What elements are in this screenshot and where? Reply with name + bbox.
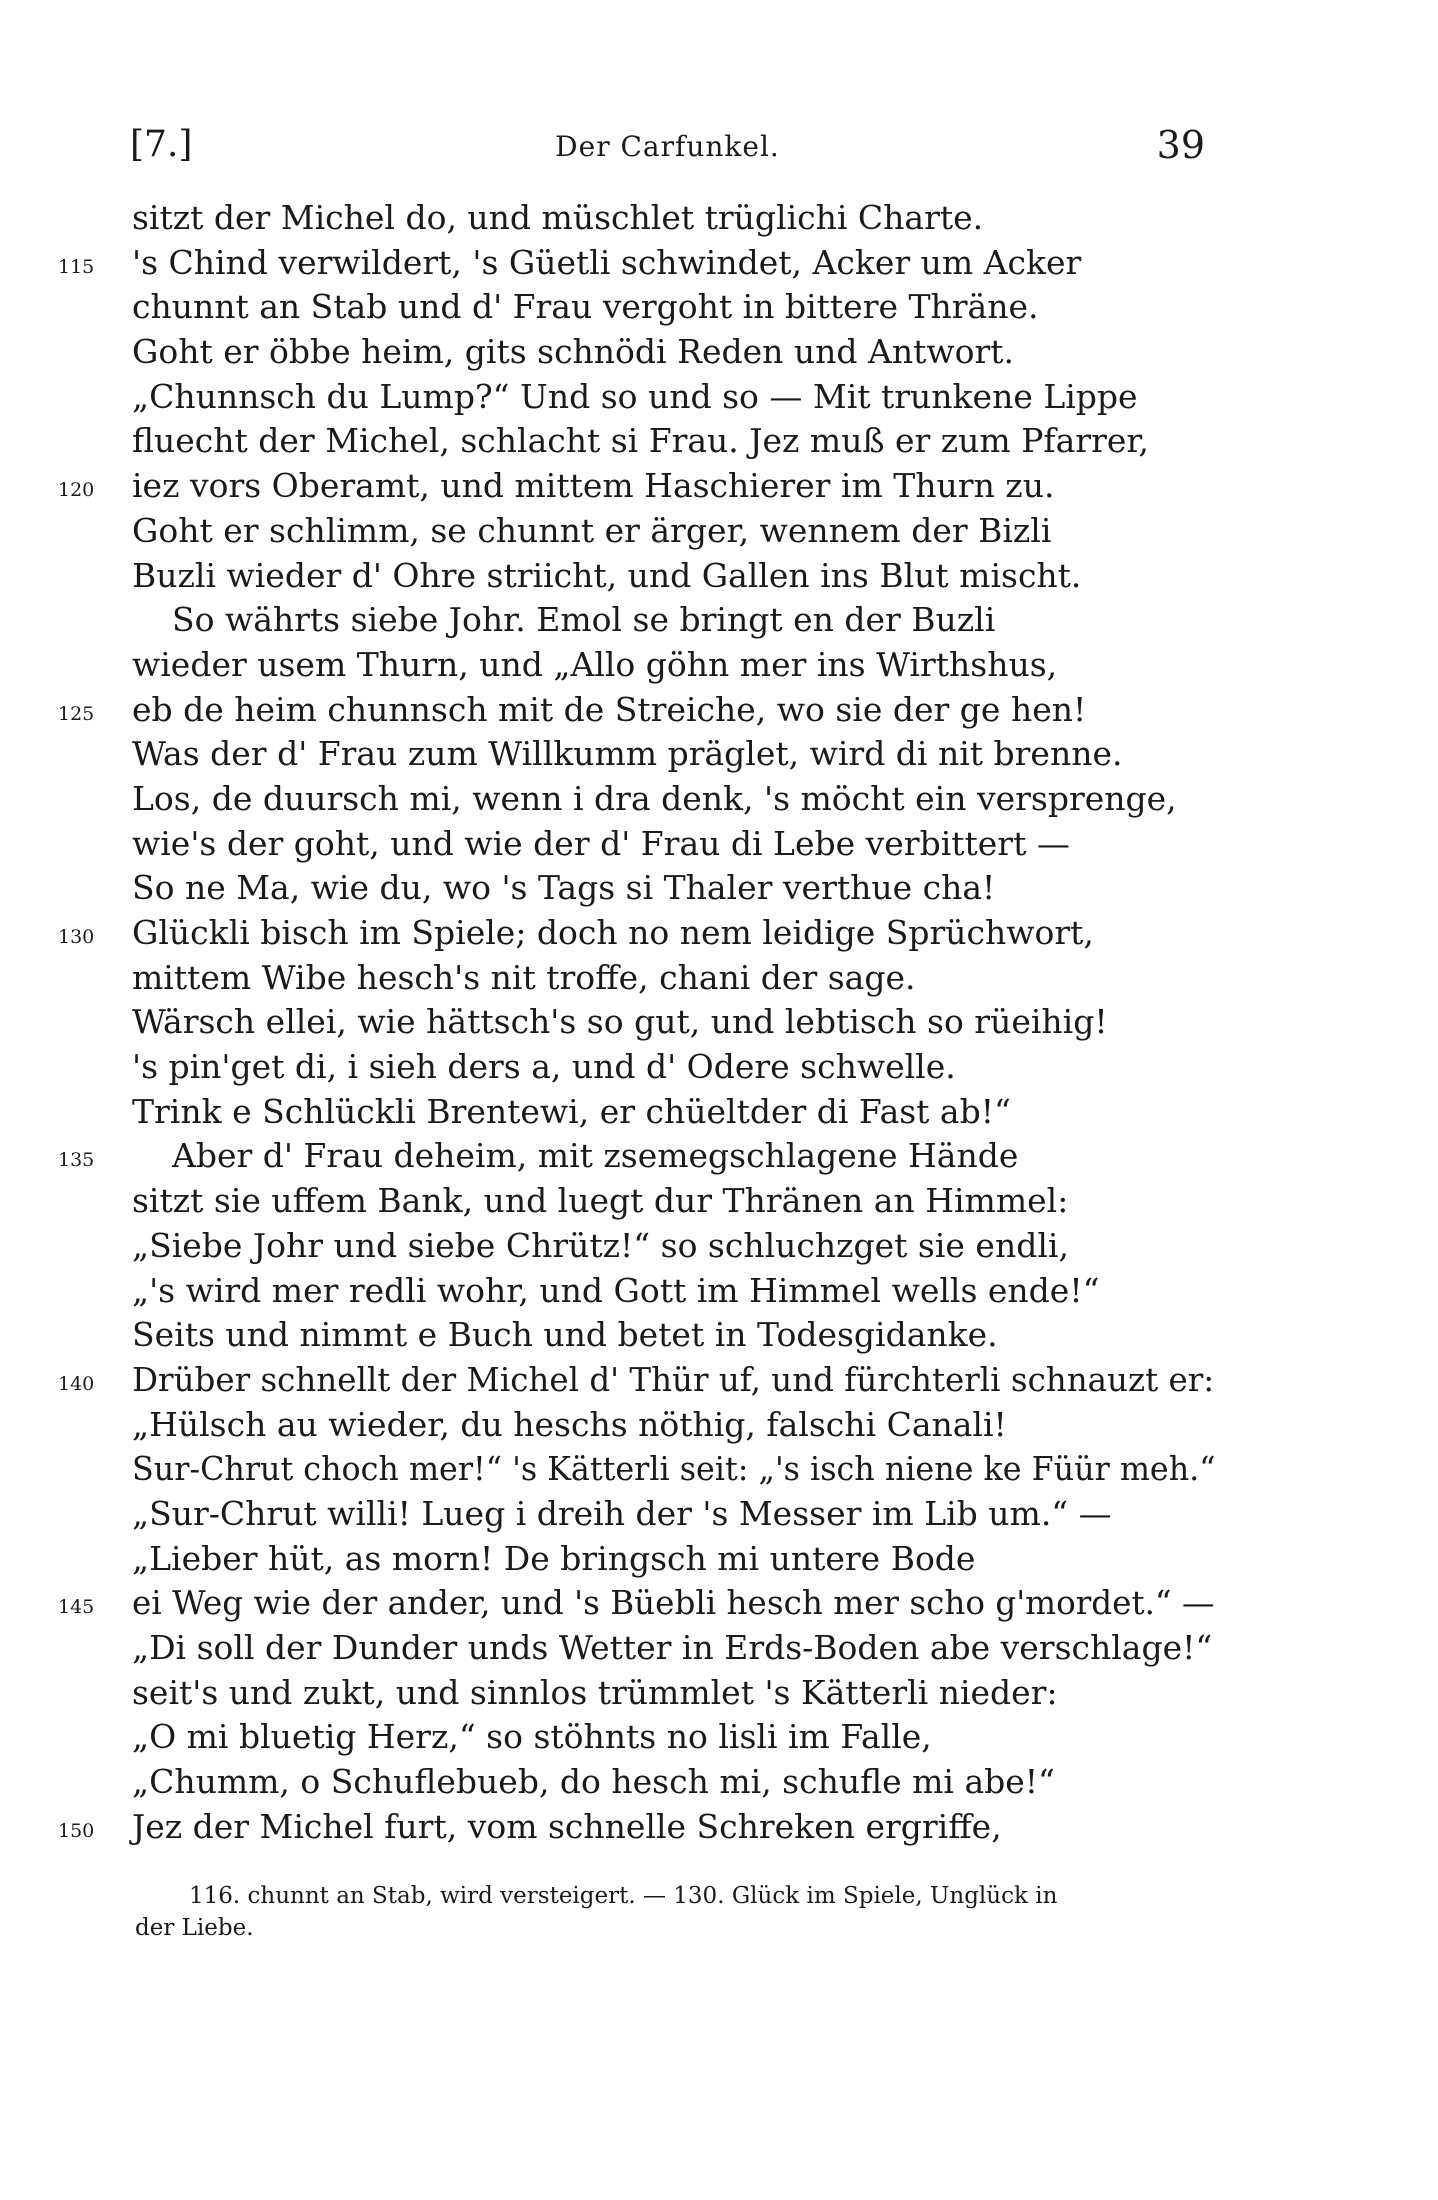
verse-text: „Chunnsch du Lump?“ Und so und so — Mit trunkene Lippe	[132, 376, 1138, 416]
page-number: 39	[1156, 123, 1205, 167]
poem-lines	[0, 196, 1438, 1849]
verse-line	[0, 1090, 1438, 1135]
verse-text: eb de heim chunnsch mit de Streiche, wo sie der ge hen!	[132, 689, 1087, 729]
verse-line	[0, 1358, 1438, 1403]
verse-text: Was der d' Frau zum Willkumm präglet, wird di nit brenne.	[132, 734, 1123, 774]
verse-line	[0, 464, 1438, 509]
section-marker: [7.]	[130, 124, 193, 165]
verse-text: „Siebe Johr und siebe Chrütz!“ so schluchzget sie endli,	[132, 1225, 1069, 1265]
running-head	[130, 120, 1205, 170]
verse-text: fluecht der Michel, schlacht si Frau. Jez muß er zum Pfarrer,	[132, 421, 1150, 461]
line-number: 145	[58, 1596, 95, 1619]
verse-line	[0, 375, 1438, 420]
verse-text: seit's und zukt, und sinnlos trümmlet 's Kätterli nieder:	[132, 1672, 1058, 1712]
verse-line	[0, 1224, 1438, 1269]
verse-text: Buzli wieder d' Ohre striicht, und Gallen ins Blut mischt.	[132, 555, 1082, 595]
verse-line	[0, 1403, 1438, 1448]
line-number: 115	[58, 255, 95, 278]
footnote-line: der Liebe.	[135, 1915, 254, 1941]
verse-line	[0, 911, 1438, 956]
verse-text: ei Weg wie der ander, und 's Büebli hesch mer scho g'mordet.“ —	[132, 1583, 1215, 1623]
footnote	[135, 1880, 1210, 1944]
verse-line	[0, 732, 1438, 777]
verse-line	[0, 1760, 1438, 1805]
verse-line	[0, 509, 1438, 554]
verse-text: „Sur-Chrut willi! Lueg i dreih der 's Messer im Lib um.“ —	[132, 1493, 1112, 1533]
verse-text: Wärsch ellei, wie hättsch's so gut, und lebtisch so rüeihig!	[132, 1002, 1108, 1042]
verse-text: „Hülsch au wieder, du heschs nöthig, falschi Canali!	[132, 1404, 1007, 1444]
verse-line	[0, 1045, 1438, 1090]
line-number: 135	[58, 1149, 95, 1172]
verse-line	[0, 241, 1438, 286]
verse-text: Goht er schlimm, se chunnt er ärger, wennem der Bizli	[132, 510, 1052, 550]
verse-line	[0, 866, 1438, 911]
verse-line	[0, 1537, 1438, 1582]
verse-line	[0, 1269, 1438, 1314]
running-title: Der Carfunkel.	[555, 130, 780, 163]
verse-line	[0, 1581, 1438, 1626]
footnote-line: 116. chunnt an Stab, wird versteigert. — 130. Glück im Spiele, Unglück in	[189, 1883, 1058, 1909]
verse-line	[0, 554, 1438, 599]
verse-text: mittem Wibe hesch's nit troffe, chani der sage.	[132, 957, 916, 997]
verse-text: Trink e Schlückli Brentewi, er chüeltder di Fast ab!“	[132, 1091, 1011, 1131]
verse-line	[0, 196, 1438, 241]
verse-text: Glückli bisch im Spiele; doch no nem leidige Sprüchwort,	[132, 913, 1094, 952]
verse-line	[0, 822, 1438, 867]
verse-line	[0, 1134, 1438, 1179]
verse-text: 's Chind verwildert, 's Güetli schwindet, Acker um Acker	[132, 242, 1082, 282]
verse-text: Los, de duursch mi, wenn i dra denk, 's möcht ein versprenge,	[132, 778, 1177, 818]
verse-line	[0, 777, 1438, 822]
verse-text: sitzt sie uffem Bank, und luegt dur Thränen an Himmel:	[132, 1181, 1069, 1221]
verse-text: chunnt an Stab und d' Frau vergoht in bittere Thräne.	[132, 287, 1039, 327]
verse-text: iez vors Oberamt, und mittem Haschierer im Thurn zu.	[132, 466, 1055, 506]
verse-text: Goht er öbbe heim, gits schnödi Reden und Antwort.	[132, 332, 1014, 372]
line-number: 150	[58, 1819, 95, 1842]
verse-line	[0, 1179, 1438, 1224]
verse-text: wie's der goht, und wie der d' Frau di Lebe verbittert —	[132, 823, 1070, 863]
verse-text: sitzt der Michel do, und müschlet trüglichi Charte.	[132, 198, 984, 237]
verse-text: „'s wird mer redli wohr, und Gott im Himmel wells ende!“	[132, 1270, 1100, 1310]
verse-text: So ne Ma, wie du, wo 's Tags si Thaler verthue cha!	[132, 868, 996, 908]
verse-line	[0, 1626, 1438, 1671]
verse-line	[0, 688, 1438, 733]
verse-line	[0, 1715, 1438, 1760]
verse-text: Jez der Michel furt, vom schnelle Schreken ergriffe,	[132, 1806, 1002, 1846]
verse-line	[0, 285, 1438, 330]
verse-text: Seits und nimmt e Buch und betet in Todesgidanke.	[132, 1315, 998, 1355]
verse-text: „Lieber hüt, as morn! De bringsch mi untere Bode	[132, 1538, 976, 1578]
verse-line	[0, 598, 1438, 643]
verse-line	[0, 956, 1438, 1001]
line-number: 140	[58, 1372, 95, 1395]
line-number: 130	[58, 926, 95, 948]
verse-line	[0, 1805, 1438, 1850]
verse-text: „Chumm, o Schuflebueb, do hesch mi, schufle mi abe!“	[132, 1762, 1055, 1802]
verse-line	[0, 643, 1438, 688]
verse-line	[0, 1000, 1438, 1045]
line-number: 125	[58, 702, 95, 725]
verse-text: So währts siebe Johr. Emol se bringt en der Buzli	[172, 600, 996, 640]
verse-text: Aber d' Frau deheim, mit zsemegschlagene Hände	[172, 1136, 1019, 1176]
verse-text: Drüber schnellt der Michel d' Thür uf, und fürchterli schnauzt er:	[132, 1359, 1215, 1399]
verse-text: „Di soll der Dunder unds Wetter in Erds-Boden abe verschlage!“	[132, 1628, 1213, 1667]
verse-text: „O mi bluetig Herz,“ so stöhnts no lisli im Falle,	[132, 1717, 932, 1757]
verse-text: Sur-Chrut choch mer!“ 's Kätterli seit: „'s isch niene ke Füür meh.“	[132, 1449, 1216, 1489]
verse-text: 's pin'get di, i sieh ders a, und d' Odere schwelle.	[132, 1047, 956, 1087]
verse-text: wieder usem Thurn, und „Allo göhn mer ins Wirthshus,	[132, 644, 1058, 684]
verse-line	[0, 330, 1438, 375]
line-number: 120	[58, 479, 95, 502]
verse-line	[0, 1313, 1438, 1358]
verse-line	[0, 419, 1438, 464]
verse-line	[0, 1671, 1438, 1716]
verse-line	[0, 1447, 1438, 1492]
verse-line	[0, 1492, 1438, 1537]
